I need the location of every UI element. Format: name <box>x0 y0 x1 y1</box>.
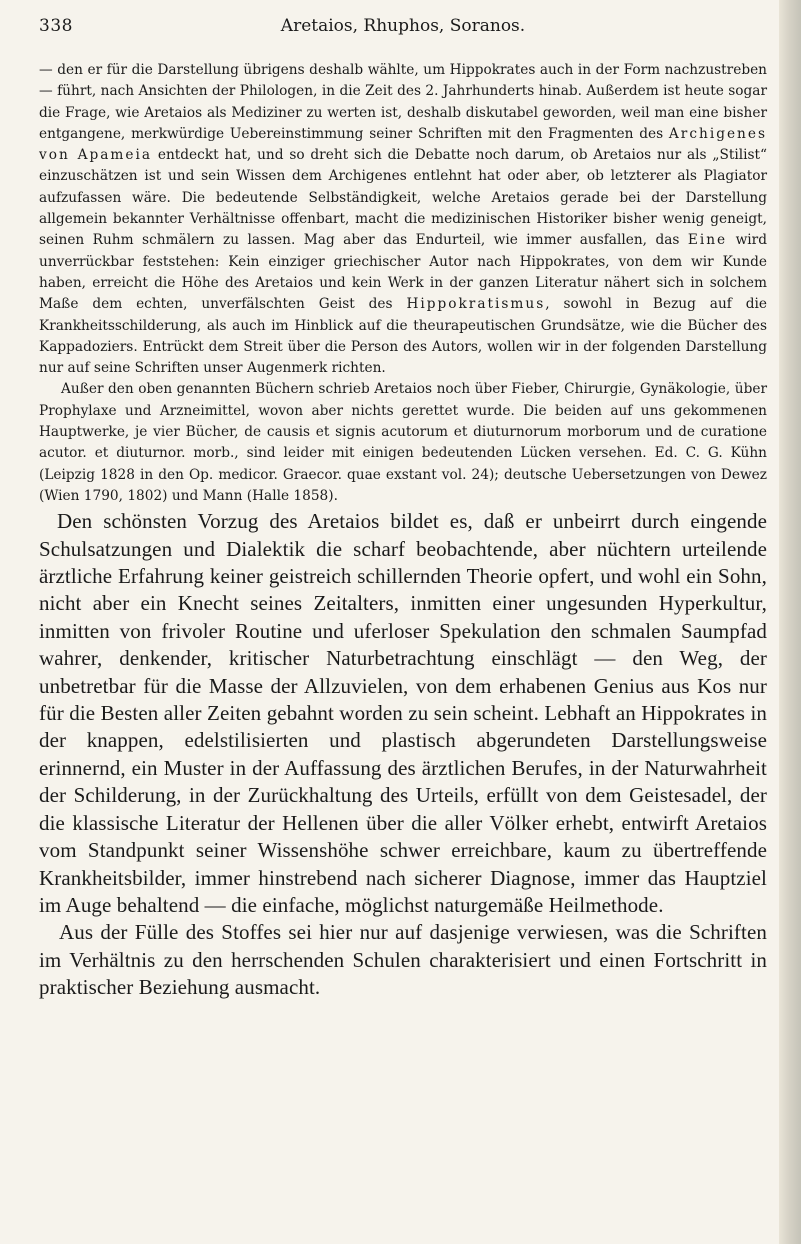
paragraph-small-1 <box>39 60 767 379</box>
running-head: Aretaios, Rhuphos, Soranos. <box>280 16 526 36</box>
paragraph-large-2: Aus der Fülle des Stoffes sei hier nur auf dasjenige verwiesen, was die Schriften im Verhältnis zu den herrschenden Schulen charakterisiert und einen Fortschritt in praktischer Beziehung ausmacht. <box>39 920 767 1000</box>
page-number: 338 <box>39 16 73 36</box>
page-header <box>39 16 767 40</box>
paragraph-small-2: Außer den oben genannten Büchern schrieb Aretaios noch über Fieber, Chirurgie, Gynäkologie, über Prophylaxe und Arzneimittel, wovon aber nichts gerettet wurde. Die beiden auf uns gekommenen Hauptwerke, je vier Bücher, de causis et signis acutorum et diuturnorum morborum und de curatione acutor. et diuturnor. morb., sind leider mit einigen bedeutenden Lücken versehen. Ed. C. G. Kühn (Leipzig 1828 in den Op. medicor. Graecor. quae exstant vol. 24); deutsche Uebersetzungen von Dewez (Wien 1790, 1802) und Mann (Halle 1858). <box>39 381 767 504</box>
spaced-word: Eine <box>687 232 728 249</box>
spaced-word: Hippokratismus <box>406 296 546 313</box>
text-run: entdeckt hat, und so dreht sich die Debatte noch darum, ob Aretaios nur als „Stilist“ einzuschätzen ist und sein Wissen dem Archigenes entlehnt hat oder aber, ob letzterer als Plagiator aufzufassen wäre. Die bedeutende Selbständigkeit, welche Aretaios gerade bei der Darstellung allgemein bekannter Verhältnisse offenbart, macht die medizinischen Historiker bisher wenig geneigt, seinen Ruhm schmälern zu lassen. Mag aber das Endurteil, wie immer ausfallen, das <box>39 147 767 249</box>
text-run: — den er für die Darstellung übrigens deshalb wählte, um Hippokrates auch in der Form nachzustreben — führt, nach Ansichten der Philologen, in die Zeit des 2. Jahrhunderts hinab. Außerdem ist heute sogar die Frage, wie Aretaios als Mediziner zu werten ist, deshalb diskutabel geworden, weil man eine bisher entgangene, merkwürdige Uebereinstimmung seiner Schriften mit den Fragmenten des <box>39 62 767 142</box>
text-run: , sowohl in Bezug auf die Krankheitsschilderung, als auch im Hinblick auf die theurapeutischen Grundsätze, wie die Bücher des Kappadoziers. Entrückt dem Streit über die Person des Autors, wollen wir in der folgenden Darstellung nur auf seine Schriften unser Augenmerk richten. <box>39 296 767 377</box>
large-print-section <box>39 508 767 1001</box>
small-print-section <box>39 60 767 507</box>
paragraph-large-1: Den schönsten Vorzug des Aretaios bildet es, daß er unbeirrt durch eingende Schulsatzungen und Dialektik die scharf beobachtende, aber nüchtern urteilende ärztliche Erfahrung keiner geistreich schillernden Theorie opfert, und wohl ein Sohn, nicht aber ein Knecht seines Zeitalters, inmitten einer ungesunden Hyperkultur, inmitten von frivoler Routine und uferloser Spekulation den schmalen Saumpfad wahrer, denkender, kritischer Naturbetrachtung einschlägt — den Weg, der unbetretbar für die Masse der Allzuvielen, von dem erhabenen Genius aus Kos nur für die Besten aller Zeiten gebahnt worden zu sein scheint. Lebhaft an Hippokrates in der knappen, edelstilisierten und plastisch abgerundeten Darstellungsweise erinnernd, ein Muster in der Auffassung des ärztlichen Berufes, in der Naturwahrheit der Schilderung, in der Zurückhaltung des Urteils, erfüllt von dem Geistesadel, der die klassische Literatur der Hellenen über die aller Völker erhebt, entwirft Aretaios vom Standpunkt seiner Wissenshöhe schwer erreichbare, kaum zu übertreffende Krankheitsbilder, immer hinstrebend nach sicherer Diagnose, immer das Hauptziel im Auge behaltend — die einfache, möglichst naturgemäße Heilmethode. <box>39 509 767 917</box>
text-run: wird unverrückbar feststehen: Kein einziger griechischer Autor nach Hippokrates, von dem wir Kunde haben, erreicht die Höhe des Aretaios und kein Werk in der ganzen Literatur nähert sich in solchem Maße dem echten, unverfälschten Geist des <box>39 232 767 313</box>
page-edge <box>779 0 801 1244</box>
spaced-name: Archigenes von Apameia <box>39 125 767 164</box>
